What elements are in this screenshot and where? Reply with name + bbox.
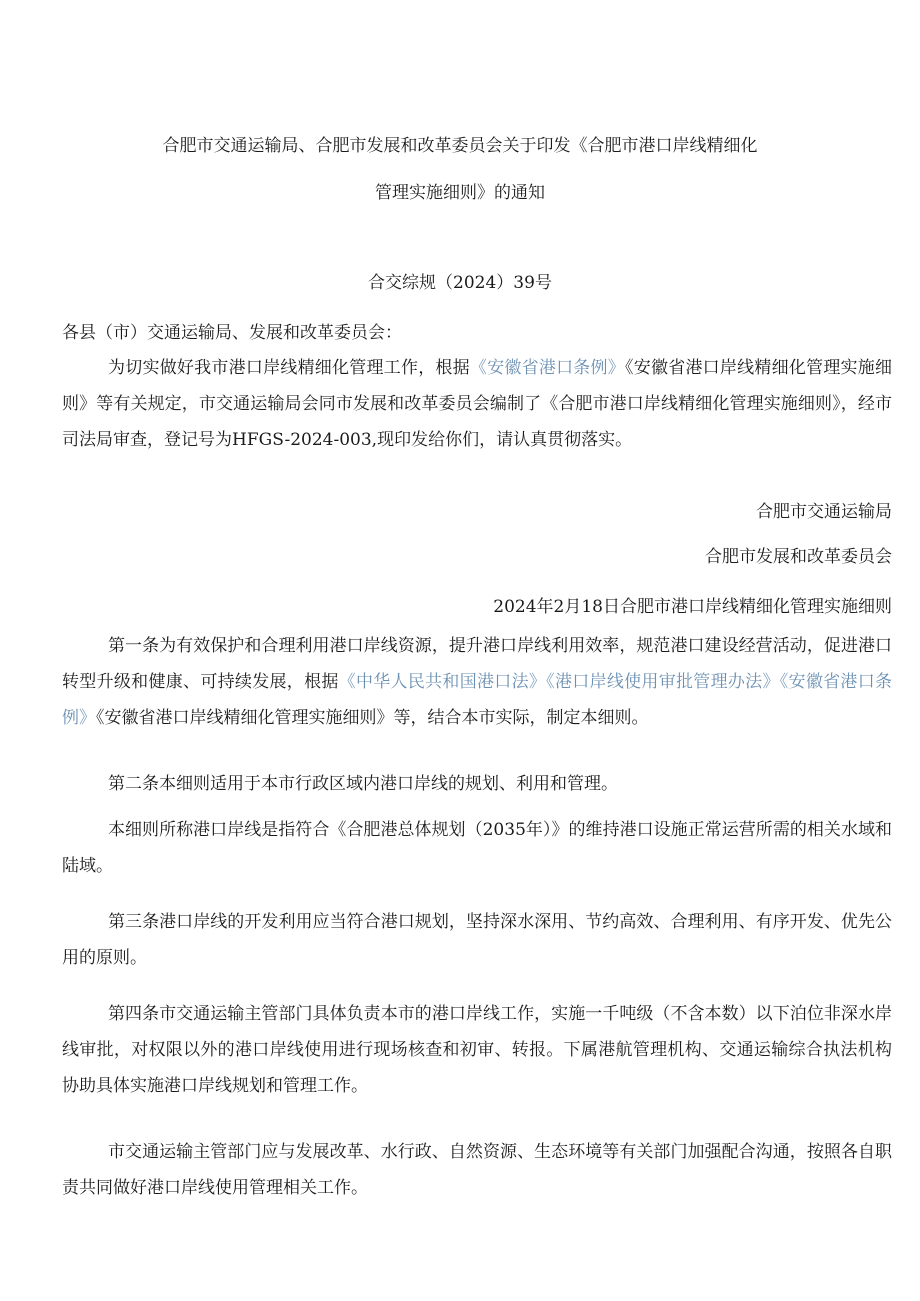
signature-org-1: 合肥市交通运输局 <box>756 502 892 522</box>
article-4-paragraph: 第四条市交通运输主管部门具体负责本市的港口岸线工作，实施一千吨级（不含本数）以下泊位非深水岸线审批，对权限以外的港口岸线使用进行现场核查和初审、转报。下属港航管理机构、交通运输综合执法机构协助具体实施港口岸线规划和管理工作。 <box>62 1004 892 1096</box>
addressee: 各县（市）交通运输局、发展和改革委员会： <box>62 323 402 343</box>
article-1-text-2: 《安徽省港口岸线精细化管理实施细则》等，结合本市实际，制定本细则。 <box>96 708 649 728</box>
document-number: 合交综规（2024）39号 <box>368 273 552 293</box>
date-and-rules-title: 2024年2月18日合肥市港口岸线精细化管理实施细则 <box>493 597 892 617</box>
intro-text-1: 为切实做好我市港口岸线精细化管理工作，根据 <box>108 358 470 378</box>
link-anhui-port-regulations[interactable]: 《安徽省港口条例》 <box>469 358 626 378</box>
intro-paragraph <box>62 350 892 458</box>
article-4-cooperation-paragraph: 市交通运输主管部门应与发展改革、水行政、自然资源、生态环境等有关部门加强配合沟通，按照各自职责共同做好港口岸线使用管理相关工作。 <box>62 1142 892 1198</box>
link-shoreline-approval-measures[interactable]: 《港口岸线使用审批管理办法》 <box>546 672 780 692</box>
document-title-line-1: 合肥市交通运输局、合肥市发展和改革委员会关于印发《合肥市港口岸线精细化 <box>162 136 758 156</box>
article-1-paragraph <box>62 628 892 736</box>
document-title-line-2: 管理实施细则》的通知 <box>375 183 545 203</box>
intro-text-2: 《安徽省港口岸线精细化管理实施细则》等有关规定，市交通运输局会同市发展和改革委员会编制了《合肥市港口岸线精细化管理实施细则》，经市司法局审查，登记号为HFGS-2024-003,现印发给你们，请认真贯彻落实。 <box>62 358 893 450</box>
article-2-definition-paragraph: 本细则所称港口岸线是指符合《合肥港总体规划（2035年）》的维持港口设施正常运营所需的相关水域和陆域。 <box>62 820 892 876</box>
article-3-paragraph: 第三条港口岸线的开发利用应当符合港口规划，坚持深水深用、节约高效、合理利用、有序开发、优先公用的原则。 <box>62 912 892 968</box>
link-port-law[interactable]: 《中华人民共和国港口法》 <box>338 672 547 692</box>
signature-org-2: 合肥市发展和改革委员会 <box>705 547 892 567</box>
article-1-text-1: 第一条为有效保护和合理利用港口岸线资源，提升港口岸线利用效率，规范港口建设经营活动，促进港口转型升级和健康、可持续发展，根据 <box>62 636 892 692</box>
article-2-paragraph: 第二条本细则适用于本市行政区域内港口岸线的规划、利用和管理。 <box>108 774 618 794</box>
link-anhui-port-regulations-2[interactable]: 《安徽省港口条例》 <box>62 672 893 728</box>
